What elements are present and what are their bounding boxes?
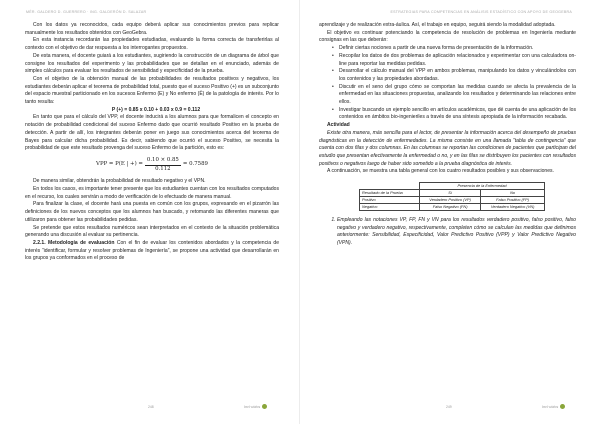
paragraph: En esta instancia recordarán las propiedades estudiadas, evaluando la forma correcta de transferirlas al contexto con el objetivo de dar respuesta a los interrogantes propuestos.: [25, 37, 279, 52]
paragraph: De manera similar, obtendrán la probabilidad de resultado negativo y el VPN.: [33, 178, 206, 185]
list-item: 1. Empleando las notaciones VP, FP, FN y VN para los resultados verdadero positivo, falso positivo, falso negativo y verdadero negativo, respectivamente, completen cómo se calculan las medidas que definimos anteriormente: Sensibilidad, Especificidad, Valor Predictivo Positivo (VPP) y Valor Predictivo Negativo (VPN).: [337, 217, 576, 248]
paragraph: En tanto que para el cálculo del VPP, el docente inducirá a los alumnos para que formalicen el concepto en notación de probabilidad condicional del suceso Enfermo dado que ocurrió resultado Positivo en la prueba de detección. A partir de allí, los integrantes deberán poner en juego sus conocimientos acerca del teorema de Bayes para calcular dicha probabilidad. Es decir, sabiendo que ocurrió el suceso Positivo, se necesita la probabilidad de que este resultado provenga del suceso Enfermo de la partición, esto es:: [25, 114, 279, 152]
table-row-positive: Positivo: [360, 197, 420, 204]
paragraph: Con el objetivo de la obtención manual de las probabilidades de resultados positivos y negativos, los estudiantes deberán aplicar el teorema de probabilidad total, puesto que el suceso Positivo (+) es un subconjunto del espacio muestral particionado en los sucesos Enfermo (E) y No enfermo (Ē) de la patología de interés. Por lo tanto resulta:: [25, 75, 279, 106]
left-running-head: MÉR. GALDERO D. GUERRERO · ING. GALDERÓN D. SALAZAR: [26, 10, 147, 14]
table-row: [360, 190, 545, 197]
table-row: [360, 183, 545, 190]
table-row-negative: Negativo: [360, 204, 420, 211]
table-col-no: No: [481, 190, 545, 197]
section-text: Con el fin de evaluar los contenidos abordados y la competencia de interés “identificar, formular y resolver problemas de Ingeniería”, se propone una actividad que desarrollarán en los grupos ya conformados en el proceso de: [25, 239, 280, 262]
paragraph: De esta manera, el docente guiará a los estudiantes, sugiriendo la construcción de un diagrama de árbol que consigne los resultados del experimento y las probabilidades que se detallan en el enunciado, además de simples cálculos para evaluar los resultados de sensibilidad y especificidad de la prueba.: [25, 52, 279, 75]
paragraph: Se pretende que estos resultados numéricos sean interpretados en el contexto de la situación problemática generando una discusión al evaluar su pertinencia.: [25, 224, 279, 239]
brand-name: Incl·uidos: [542, 404, 559, 409]
table-cell-vp: Verdadero Positivo (VP): [420, 197, 481, 204]
bayes-formula: [25, 157, 279, 173]
list-item: • Discutir en el seno del grupo cómo se comportan las medidas cuando se afecta la prevalencia de la enfermedad en las situaciones propuestas, analizando los resultados y determinando las relaciones entre ellos.: [339, 84, 576, 107]
total-probability-formula: P (+) = 0.85 x 0.10 + 0.03 x 0.9 = 0.112: [111, 106, 201, 113]
table-cell-vn: Verdadero Negativo (VN): [481, 204, 545, 211]
list-item: • Recopilar los datos de dos problemas de aplicación relacionados y experimentar con una calculadora on-line para reportar las medidas pedidas.: [339, 53, 576, 68]
brand-logo-icon: [560, 404, 565, 409]
paragraph: En todos los casos, es importante tener presente que los estudiantes cuentan con los resultados computados en el recurso, los cuales servirán a modo de verificación de lo efectuado de manera manual.: [25, 186, 279, 200]
table-cell-fn: Falso Negativo (FN): [420, 204, 481, 211]
table-corner: Resultado de la Prueba: [360, 190, 420, 197]
activity-heading: Actividad: [327, 122, 350, 129]
table-row: [360, 204, 545, 211]
list-item: • Investigar buscando un ejemplo sencillo en artículos académicos, que dé cuenta de una aplicación de los contenidos en ámbitos bio-ingenieriles a través de una síntesis apropiada de la información recabada.: [339, 107, 576, 122]
activity-text: Existe otra manera, más sencilla para el lector, de presentar la información acerca del desempeño de pruebas diagnósticas en la detección de enfermedades. La misma consiste en una llamada “tabla de contingencia” que cuenta con dos filas y dos columnas. En las columnas se reportan las condiciones de pacientes que participan del estudio que presentan efectivamente la enfermedad o no, y en las filas se distribuyen los pacientes con resultados positivos o negativos luego de haber sido sometido a la prueba diagnóstica de interés.: [319, 129, 576, 167]
contingency-table: [359, 182, 545, 211]
table-blank: [360, 183, 420, 190]
paragraph: Para finalizar la clase, el docente hará una puesta en común con los grupos, expresando en el pizarrón las definiciones de los nuevos conceptos que los alumnos han buscado, y retomando las diferentes maneras que utilizaron para obtener las probabilidades pedidas.: [25, 201, 279, 223]
formula-rhs: = 0.7589: [182, 161, 208, 168]
left-brand: [244, 404, 267, 409]
section-heading: 2.2.1. Metodología de evaluación: [33, 239, 115, 246]
left-page-number: 248: [148, 405, 154, 409]
table-top-header: Presencia de la Enfermedad: [420, 183, 545, 190]
table-row: [360, 197, 545, 204]
left-body: [25, 22, 279, 263]
formula-fraction: [145, 157, 181, 173]
formula-lhs: VPP = P(E | +) =: [96, 161, 143, 168]
formula-numerator: 0.10 × 0.85: [145, 157, 181, 166]
brand-name: Incl·uidos: [244, 404, 261, 409]
table-cell-fp: Falso Positivo (FP): [481, 197, 545, 204]
paragraph-evaluation: [25, 240, 279, 263]
right-page: [300, 0, 600, 424]
table-col-si: Sí: [420, 190, 481, 197]
paragraph: A continuación, se muestra una tabla general con los cuatro resultados posibles y sus observaciones.: [327, 168, 554, 175]
right-body: [319, 22, 576, 248]
numbered-list: [319, 217, 576, 248]
paragraph: aprendizaje y de realización extra-áulica. Así, el trabajo en equipo, seguirá siendo la modalidad adoptada.: [319, 22, 556, 28]
list-item: • Desarrollar el cálculo manual del VPP en ambos problemas, manipulando los datos y vinculándolos con los contenidos y las propiedades abordadas.: [339, 68, 576, 83]
right-page-number: 249: [446, 405, 452, 409]
list-item: • Definir ciertas nociones a partir de una nueva forma de presentación de la información.: [339, 45, 576, 53]
right-brand: [542, 404, 565, 409]
paragraph: Con los datos ya reconocidos, cada equipo deberá aplicar sus conocimientos previos para replicar manualmente los resultados obtenidos con GeoGebra.: [25, 22, 279, 36]
objectives-list: [319, 45, 576, 122]
paragraph: El objetivo es continuar potenciando la competencia de resolución de problemas en Ingeniería mediante consignas en las que deberán:: [319, 29, 576, 44]
right-running-head: ESTRATEGIAS PARA COMPETENCIAS EN ANÁLISIS ESTADÍSTICO CON APOYO DE GEOGEBRA: [390, 10, 572, 14]
brand-logo-icon: [262, 404, 267, 409]
formula-denominator: 0.112: [155, 165, 171, 172]
